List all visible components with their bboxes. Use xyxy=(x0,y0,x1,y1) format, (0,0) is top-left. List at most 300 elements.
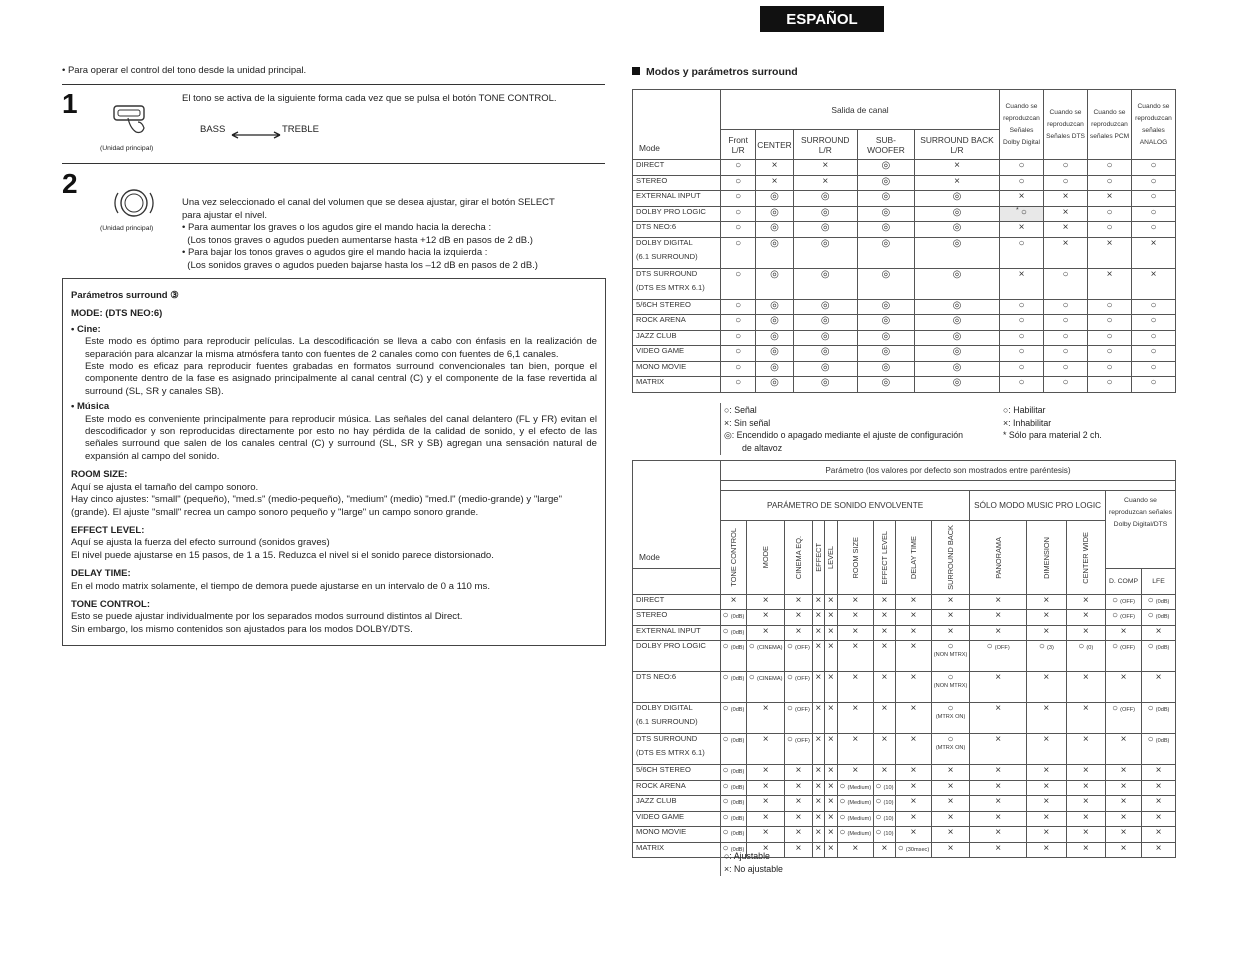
circle-icon: ○ xyxy=(1044,175,1088,191)
cross-icon: × xyxy=(785,625,812,641)
table-row xyxy=(633,299,1176,315)
value-cell: ○ (0dB) xyxy=(721,811,747,827)
cross-icon: × xyxy=(1142,672,1176,703)
cross-icon: × xyxy=(1142,842,1176,858)
t2-col-0: TONE CONTROL xyxy=(721,521,747,595)
table-row xyxy=(633,237,1176,268)
table-row xyxy=(633,361,1176,377)
circle-icon: ○ xyxy=(1132,377,1176,393)
circle-icon: ○ xyxy=(875,827,882,839)
double-circle-icon: ◎ xyxy=(857,361,914,377)
table-row xyxy=(633,703,1176,734)
cross-icon: × xyxy=(785,610,812,626)
value-cell: ○ (OFF) xyxy=(970,641,1027,672)
cross-icon: × xyxy=(895,734,931,765)
circle-icon: ○ xyxy=(1088,299,1132,315)
mode-label: MONO MOVIE xyxy=(633,361,721,377)
circle-icon: ○ xyxy=(875,780,882,792)
cross-icon: × xyxy=(1066,672,1105,703)
value-cell: ○ (0dB) xyxy=(1142,734,1176,765)
double-circle-icon: ◎ xyxy=(756,299,793,315)
circle-icon: ○ xyxy=(897,842,904,854)
circle-icon: ○ xyxy=(1000,299,1044,315)
step2-caption: (Unidad principal) xyxy=(100,225,154,232)
cross-icon: × xyxy=(895,765,931,781)
t2-mode-header: Mode xyxy=(633,461,721,569)
cross-icon: × xyxy=(1027,780,1066,796)
circle-icon: ○ xyxy=(1000,346,1044,362)
tone-p1: Esto se puede ajustar individualmente por los separados modos surround distintos al Direct. xyxy=(71,611,463,623)
mode-label: MONO MOVIE xyxy=(633,827,721,843)
table-row xyxy=(633,796,1176,812)
table-row xyxy=(633,222,1176,238)
circle-icon: ○ xyxy=(786,641,793,653)
cross-icon: × xyxy=(1142,796,1176,812)
mode-label: MATRIX xyxy=(633,842,721,858)
cross-icon: × xyxy=(746,625,784,641)
t2-col-1: MODE xyxy=(746,521,784,595)
cross-icon: × xyxy=(746,811,784,827)
cross-icon: × xyxy=(1000,222,1044,238)
surround-params-box xyxy=(62,278,606,646)
value-cell: ○ (0dB) xyxy=(721,703,747,734)
circle-icon: ○ xyxy=(1132,330,1176,346)
value-cell: ○ (OFF) xyxy=(1106,610,1142,626)
circle-icon: ○ xyxy=(1088,222,1132,238)
cross-icon: × xyxy=(873,625,895,641)
mode-label: DTS NEO:6 xyxy=(633,672,721,703)
cross-icon: × xyxy=(746,827,784,843)
circle-icon: ○ xyxy=(947,672,954,684)
cross-icon: × xyxy=(1027,796,1066,812)
double-circle-icon: ◎ xyxy=(756,377,793,393)
value-cell: ○ (0dB) xyxy=(721,734,747,765)
cross-icon: × xyxy=(837,842,873,858)
cross-icon: × xyxy=(1132,268,1176,299)
tone-heading: TONE CONTROL: xyxy=(71,598,150,610)
cross-icon: × xyxy=(1027,734,1066,765)
cross-icon: × xyxy=(1066,842,1105,858)
box-title: Parámetros surround ③ xyxy=(71,290,179,301)
t2-group-1: PARÁMETRO DE SONIDO ENVOLVENTE xyxy=(721,491,970,521)
cross-icon: × xyxy=(746,842,784,858)
cine-heading: • Cine: xyxy=(71,323,101,335)
double-circle-icon: ◎ xyxy=(915,237,1000,268)
t1-sig-2: Cuando se reproduzcan señales PCM xyxy=(1088,90,1132,160)
cross-icon: × xyxy=(1000,268,1044,299)
double-circle-icon: ◎ xyxy=(793,361,857,377)
circle-icon: ○ xyxy=(1044,268,1088,299)
cross-icon: × xyxy=(1066,703,1105,734)
table-row xyxy=(633,206,1176,222)
t1-sig-3: Cuando se reproduzcan señales ANALOG xyxy=(1132,90,1176,160)
cross-icon: × xyxy=(1088,191,1132,207)
value-cell: ○ (10) xyxy=(873,811,895,827)
step-1-number: 1 xyxy=(62,88,78,119)
circle-icon: ○ xyxy=(721,191,756,207)
value-cell: ○ (OFF) xyxy=(1106,703,1142,734)
circle-icon: ○ xyxy=(1132,175,1176,191)
circle-icon: ○ xyxy=(786,734,793,746)
eff-p1: Aquí se ajusta la fuerza del efecto surround (sonidos graves) xyxy=(71,537,330,549)
double-circle-icon: ◎ xyxy=(915,377,1000,393)
value-cell: ○ (10) xyxy=(873,827,895,843)
table-row xyxy=(633,842,1176,858)
value-cell: ○ (OFF) xyxy=(785,734,812,765)
mode-label: ROCK ARENA xyxy=(633,780,721,796)
cross-icon: × xyxy=(895,610,931,626)
cross-icon: × xyxy=(1044,206,1088,222)
circle-icon: ○ xyxy=(1044,160,1088,176)
double-circle-icon: ◎ xyxy=(915,191,1000,207)
cross-icon: × xyxy=(970,625,1027,641)
cross-icon: × xyxy=(746,610,784,626)
cross-icon: × xyxy=(785,811,812,827)
double-circle-icon: ◎ xyxy=(857,346,914,362)
t2-col-2: CINEMA EQ. xyxy=(785,521,812,595)
value-cell: ○ (0dB) xyxy=(721,610,747,626)
cross-icon: × xyxy=(970,610,1027,626)
table-row xyxy=(633,346,1176,362)
double-circle-icon: ◎ xyxy=(724,430,732,441)
asterisk-icon: * xyxy=(1003,430,1007,441)
cross-icon: × xyxy=(1027,594,1066,610)
cross-icon: × xyxy=(812,703,825,734)
double-arrow-icon xyxy=(230,126,282,144)
double-circle-icon: ◎ xyxy=(915,315,1000,331)
cross-icon: × xyxy=(825,594,838,610)
t2-col-8: SURROUND BACK xyxy=(931,521,969,595)
cross-icon: × xyxy=(1106,765,1142,781)
t1-sig-0: Cuando se reproduzcan Señales Dolby Digital xyxy=(1000,90,1044,160)
value-cell: ○ (10) xyxy=(873,796,895,812)
cross-icon: × xyxy=(873,765,895,781)
cross-icon: × xyxy=(812,672,825,703)
cross-icon: × xyxy=(785,594,812,610)
music-heading: • Música xyxy=(71,401,110,413)
room-p1: Aquí se ajusta el tamaño del campo sonoro. xyxy=(71,481,259,493)
cross-icon: × xyxy=(812,625,825,641)
value-cell: ○ (Medium) xyxy=(837,811,873,827)
circle-icon: ○ xyxy=(1088,346,1132,362)
double-circle-icon: ◎ xyxy=(793,346,857,362)
double-circle-icon: ◎ xyxy=(915,330,1000,346)
cross-icon: × xyxy=(970,796,1027,812)
circle-icon: ○ xyxy=(721,237,756,268)
mode-label: 5/6CH STEREO xyxy=(633,299,721,315)
table-row xyxy=(633,160,1176,176)
double-circle-icon: ◎ xyxy=(857,175,914,191)
cross-icon: × xyxy=(931,610,969,626)
cross-icon: × xyxy=(931,796,969,812)
mode-label: EXTERNAL INPUT xyxy=(633,625,721,641)
cross-icon: × xyxy=(1106,780,1142,796)
mode-heading: MODE: (DTS NEO:6) xyxy=(71,308,163,320)
cross-icon: × xyxy=(793,160,857,176)
delay-heading: DELAY TIME: xyxy=(71,568,131,580)
cross-icon: × xyxy=(812,594,825,610)
value-cell: ○ (0dB) xyxy=(721,827,747,843)
circle-icon: ○ xyxy=(786,703,793,715)
mode-label: JAZZ CLUB xyxy=(633,330,721,346)
t2-lfe: LFE xyxy=(1142,569,1176,594)
double-circle-icon: ◎ xyxy=(756,346,793,362)
t2-col-11: CENTER WIDE xyxy=(1066,521,1105,595)
circle-icon: ○ xyxy=(722,703,729,715)
table-row xyxy=(633,377,1176,393)
step-2-number: 2 xyxy=(62,168,78,199)
bass-label: BASS xyxy=(200,124,226,135)
double-circle-icon: ◎ xyxy=(793,377,857,393)
double-circle-icon: ◎ xyxy=(793,330,857,346)
double-circle-icon: ◎ xyxy=(857,222,914,238)
cross-icon: × xyxy=(895,780,931,796)
circle-icon: ○ xyxy=(1088,361,1132,377)
circle-icon: ○ xyxy=(721,268,756,299)
value-cell: ○ (0dB) xyxy=(1142,610,1176,626)
circle-icon: ○ xyxy=(1132,222,1176,238)
mode-label: DOLBY DIGITAL (6.1 SURROUND) xyxy=(633,237,721,268)
circle-icon: ○ xyxy=(722,610,729,622)
mode-label: VIDEO GAME xyxy=(633,811,721,827)
double-circle-icon: ◎ xyxy=(915,361,1000,377)
value-cell: ○ (0dB) xyxy=(1142,641,1176,672)
circle-icon: ○ xyxy=(748,641,755,653)
circle-icon: ○ xyxy=(1132,346,1176,362)
t2-col-7: DELAY TIME xyxy=(895,521,931,595)
cross-icon: × xyxy=(825,811,838,827)
legend-1b: ○: Habilitar ×: Inhabilitar * Sólo para material 2 ch. xyxy=(1003,405,1102,441)
legend-1: ○: Señal ×: Sin señal ◎: Encendido o apagado mediante el ajuste de configuración de altavoz xyxy=(724,405,964,453)
cross-icon: × xyxy=(970,734,1027,765)
mode-label: DOLBY PRO LOGIC xyxy=(633,206,721,222)
table-row xyxy=(633,672,1176,703)
double-circle-icon: ◎ xyxy=(756,268,793,299)
value-cell: ○ (0dB) xyxy=(721,625,747,641)
cross-icon: × xyxy=(1066,780,1105,796)
effect-level-heading: EFFECT LEVEL: xyxy=(71,524,145,536)
cross-icon: × xyxy=(895,672,931,703)
cross-icon: × xyxy=(1106,827,1142,843)
mode-label: DTS SURROUND (DTS ES MTRX 6.1) xyxy=(633,268,721,299)
circle-icon: ○ xyxy=(1078,641,1085,653)
channel-output-table xyxy=(632,89,1176,393)
circle-icon: ○ xyxy=(1147,734,1154,746)
circle-icon: ○ xyxy=(1038,641,1045,653)
value-cell: ○ (0dB) xyxy=(721,765,747,781)
cross-icon: × xyxy=(1000,191,1044,207)
circle-icon: ○ xyxy=(1147,703,1154,715)
t1-col-3: SUB-WOOFER xyxy=(857,130,914,160)
circle-icon: ○ xyxy=(1088,377,1132,393)
cross-icon: × xyxy=(812,827,825,843)
room-size-heading: ROOM SIZE: xyxy=(71,469,128,481)
t2-group-3: Cuando se reproduzcan señales Dolby Digital/DTS xyxy=(1106,491,1176,569)
table-row xyxy=(633,625,1176,641)
double-circle-icon: ◎ xyxy=(915,206,1000,222)
cine-p2: Este modo es eficaz para reproducir fuentes grabadas en formatos surround convencionales tan bien, porque el componente dentro de la fase es asignado principalmente al canal central (C) y el componente de la fase revertida al surround (SL, SR y canales SB). xyxy=(85,361,597,397)
cross-icon: × xyxy=(1106,672,1142,703)
mode-label: 5/6CH STEREO xyxy=(633,765,721,781)
double-circle-icon: ◎ xyxy=(857,206,914,222)
mode-label: DIRECT xyxy=(633,160,721,176)
double-circle-icon: ◎ xyxy=(857,299,914,315)
cross-icon: × xyxy=(1066,610,1105,626)
circle-icon: ○ xyxy=(1111,594,1118,606)
cross-icon: × xyxy=(746,765,784,781)
cross-icon: × xyxy=(812,842,825,858)
circle-icon: ○ xyxy=(1111,703,1118,715)
double-circle-icon: ◎ xyxy=(857,377,914,393)
cross-icon: × xyxy=(1142,811,1176,827)
cross-icon: × xyxy=(825,610,838,626)
cross-icon: × xyxy=(812,734,825,765)
circle-icon: ○ xyxy=(724,405,730,415)
table-row xyxy=(633,594,1176,610)
mode-label: JAZZ CLUB xyxy=(633,796,721,812)
t2-col-3: EFFECT xyxy=(812,521,825,595)
circle-icon: ○ xyxy=(1044,299,1088,315)
cross-icon: × xyxy=(1132,237,1176,268)
circle-icon: ○ xyxy=(1088,160,1132,176)
cross-icon: × xyxy=(825,842,838,858)
cross-icon: × xyxy=(873,594,895,610)
cross-icon: × xyxy=(970,703,1027,734)
value-cell: ○ (NON MTRX) xyxy=(931,672,969,703)
t1-mode-header: Mode xyxy=(633,90,721,160)
section-title: Modos y parámetros surround xyxy=(632,66,798,78)
value-cell: ○ (CINEMA) xyxy=(746,672,784,703)
table-row xyxy=(633,315,1176,331)
double-circle-icon: ◎ xyxy=(915,346,1000,362)
table-row xyxy=(633,268,1176,299)
table-row xyxy=(633,734,1176,765)
circle-icon: ○ xyxy=(724,851,730,861)
intro-text: • Para operar el control del tono desde la unidad principal. xyxy=(62,65,307,76)
asterisk-circle-cell: * ○ xyxy=(1000,206,1044,222)
cross-icon: × xyxy=(970,594,1027,610)
circle-icon: ○ xyxy=(722,672,729,684)
value-cell: ○ (OFF) xyxy=(1106,641,1142,672)
cross-icon: × xyxy=(1066,796,1105,812)
cross-icon: × xyxy=(1003,417,1009,428)
circle-icon: ○ xyxy=(721,315,756,331)
music-p: Este modo es conveniente principalmente para reproducir música. Las señales del canal delantero (FL y FR) evitan el descodificador y son reproducidas directamente por esto no hay pérdida de la calidad de sonido, y el efecto de las señales surround que salen de los canales central (C) y surround (SL, SR y SB) agregan una sensación natural de expansión al campo del sonido. xyxy=(85,413,597,462)
value-cell: ○ (0dB) xyxy=(721,672,747,703)
circle-icon: ○ xyxy=(839,780,846,792)
cross-icon: × xyxy=(724,417,730,428)
value-cell: ○ (NON MTRX) xyxy=(931,641,969,672)
table-row xyxy=(633,610,1176,626)
cross-icon: × xyxy=(1066,625,1105,641)
circle-icon: ○ xyxy=(786,672,793,684)
cross-icon: × xyxy=(1106,625,1142,641)
cross-icon: × xyxy=(895,625,931,641)
value-cell: ○ (0dB) xyxy=(721,842,747,858)
mode-label: STEREO xyxy=(633,175,721,191)
cross-icon: × xyxy=(756,160,793,176)
cross-icon: × xyxy=(931,811,969,827)
cross-icon: × xyxy=(1066,811,1105,827)
double-circle-icon: ◎ xyxy=(915,222,1000,238)
cross-icon: × xyxy=(1027,765,1066,781)
cross-icon: × xyxy=(931,625,969,641)
cross-icon: × xyxy=(825,641,838,672)
mode-label: VIDEO GAME xyxy=(633,346,721,362)
cross-icon: × xyxy=(825,827,838,843)
cross-icon: × xyxy=(1106,811,1142,827)
tone-button-icon xyxy=(112,104,152,149)
circle-icon: ○ xyxy=(1044,346,1088,362)
circle-icon: ○ xyxy=(721,175,756,191)
value-cell: ○ (OFF) xyxy=(1106,594,1142,610)
circle-icon: ○ xyxy=(1044,315,1088,331)
cross-icon: × xyxy=(1044,191,1088,207)
cross-icon: × xyxy=(873,842,895,858)
cross-icon: × xyxy=(970,780,1027,796)
value-cell: ○ (0dB) xyxy=(721,641,747,672)
cross-icon: × xyxy=(1044,222,1088,238)
cross-icon: × xyxy=(873,734,895,765)
cross-icon: × xyxy=(793,175,857,191)
table-row xyxy=(633,191,1176,207)
circle-icon: ○ xyxy=(721,361,756,377)
circle-icon: ○ xyxy=(875,796,882,808)
value-cell: ○ (0dB) xyxy=(721,780,747,796)
cross-icon: × xyxy=(812,765,825,781)
step2-text: Una vez seleccionado el canal del volumen que se desea ajustar, girar el botón SELECT para ajustar el nivel. • Para aumentar los graves o los agudos gire el mando hacia la derecha : (Los tonos graves o agudos pueden aumentarse hasta +12 dB en pasos de 2 dB.) • Para bajar los tonos graves o agudos gire el mando hacia la izquierda : (Los sonidos graves o agudos pueden bajarse hasta los –12 dB en pasos de 2 dB.) xyxy=(182,197,555,271)
value-cell: ○ (CINEMA) xyxy=(746,641,784,672)
circle-icon: ○ xyxy=(1044,330,1088,346)
circle-icon: ○ xyxy=(1088,315,1132,331)
cross-icon: × xyxy=(1066,765,1105,781)
cross-icon: × xyxy=(837,610,873,626)
cross-icon: × xyxy=(970,842,1027,858)
t2-group-2: SÓLO MODO MUSIC PRO LOGIC xyxy=(970,491,1106,521)
value-cell: ○ (Medium) xyxy=(837,827,873,843)
cross-icon: × xyxy=(873,703,895,734)
cross-icon: × xyxy=(1027,672,1066,703)
circle-icon: ○ xyxy=(947,641,954,653)
select-knob-icon xyxy=(112,183,156,228)
cross-icon: × xyxy=(812,610,825,626)
cine-p1: Este modo es óptimo para reproducir películas. La descodificación se lleva a cabo con énfasis en la realización de separación para alcanzar la misma atmósfera tanto con fuentes de 2 canales como con fuentes de 6,1 canales. xyxy=(85,336,597,360)
double-circle-icon: ◎ xyxy=(857,160,914,176)
circle-icon: ○ xyxy=(722,641,729,653)
value-cell: ○ (3) xyxy=(1027,641,1066,672)
delay-p: En el modo matrix solamente, el tiempo de demora puede ajustarse en un intervalo de 0 a 110 ms. xyxy=(71,580,490,592)
circle-icon: ○ xyxy=(839,811,846,823)
double-circle-icon: ◎ xyxy=(793,206,857,222)
circle-icon: ○ xyxy=(1147,641,1154,653)
double-circle-icon: ◎ xyxy=(793,299,857,315)
circle-icon: ○ xyxy=(722,842,729,854)
square-bullet-icon xyxy=(632,67,640,75)
t1-col-4: SURROUND BACK L/R xyxy=(915,130,1000,160)
mode-label: DTS NEO:6 xyxy=(633,222,721,238)
cross-icon: × xyxy=(1027,842,1066,858)
double-circle-icon: ◎ xyxy=(793,237,857,268)
cross-icon: × xyxy=(895,827,931,843)
circle-icon: ○ xyxy=(721,330,756,346)
circle-icon: ○ xyxy=(721,346,756,362)
mode-label: DIRECT xyxy=(633,594,721,610)
cross-icon: × xyxy=(825,734,838,765)
cross-icon: × xyxy=(837,703,873,734)
double-circle-icon: ◎ xyxy=(915,268,1000,299)
cross-icon: × xyxy=(1106,796,1142,812)
t2-col-10: DIMENSION xyxy=(1027,521,1066,595)
